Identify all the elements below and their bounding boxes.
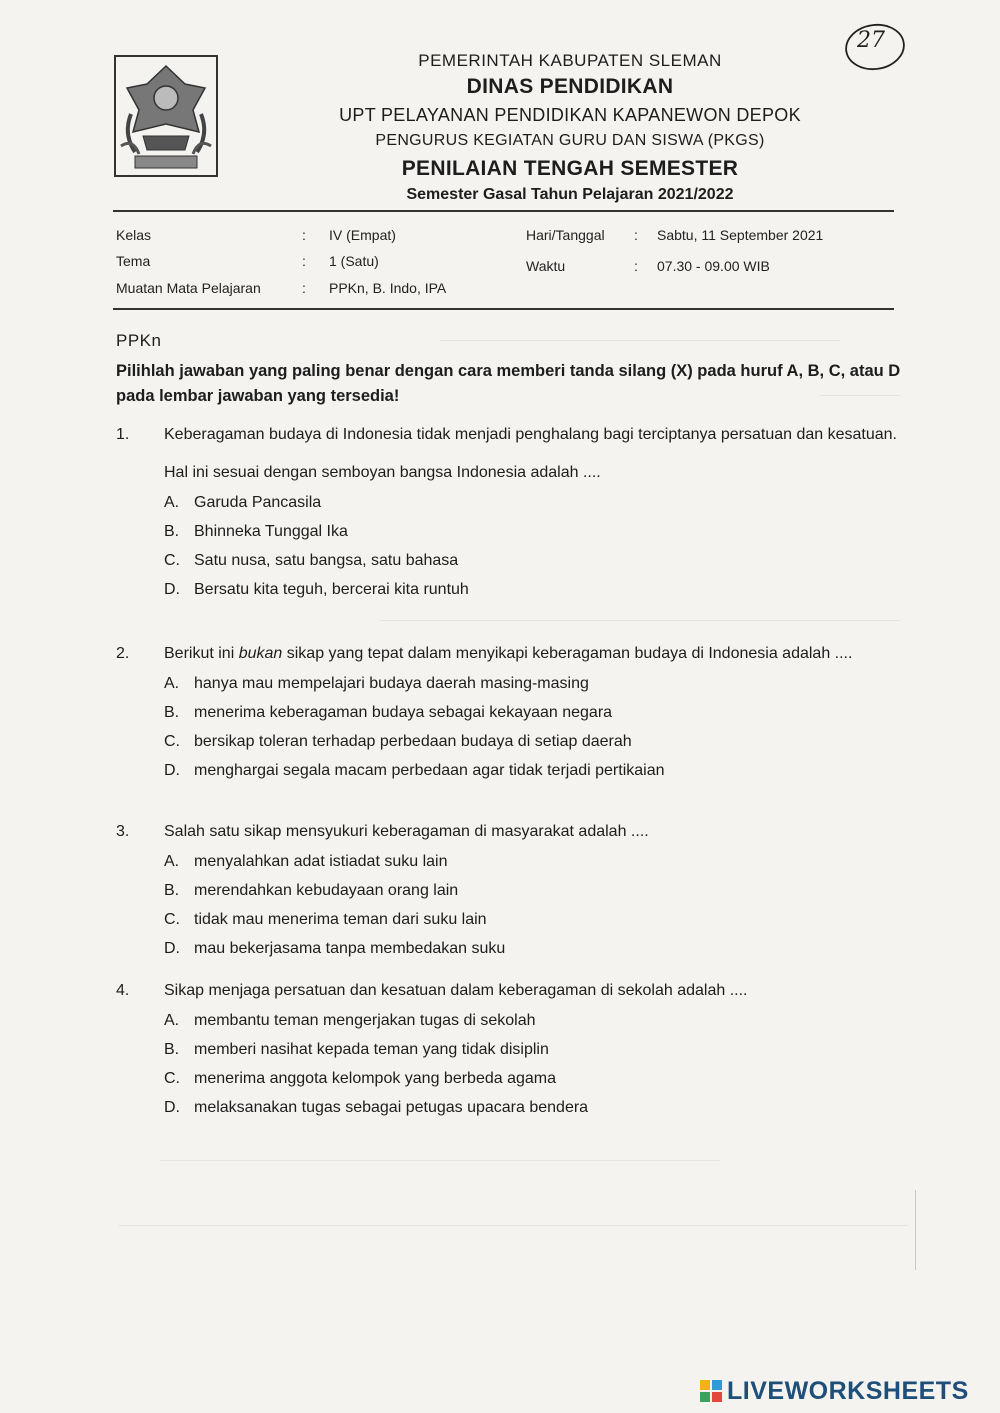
option-a[interactable] bbox=[164, 669, 902, 698]
option-text: memberi nasihat kepada teman yang tidak disiplin bbox=[194, 1041, 549, 1058]
option-text: membantu teman mengerjakan tugas di sekolah bbox=[194, 1012, 536, 1029]
option-text: menerima anggota kelompok yang berbeda agama bbox=[194, 1070, 557, 1087]
option-letter: D. bbox=[164, 940, 180, 957]
info-colon: : bbox=[634, 258, 638, 274]
bleed-through-line bbox=[915, 1190, 916, 1270]
option-b[interactable] bbox=[164, 517, 902, 546]
option-letter: A. bbox=[164, 853, 180, 870]
option-list bbox=[164, 847, 902, 963]
option-letter: D. bbox=[164, 581, 180, 598]
question-text: Salah satu sikap mensyukuri keberagaman di masyarakat adalah .... bbox=[164, 823, 649, 840]
question-text-part: sikap yang tepat dalam menyikapi keberagaman budaya di Indonesia adalah .... bbox=[282, 645, 853, 662]
info-colon: : bbox=[302, 227, 306, 243]
question-number: 3. bbox=[116, 823, 130, 840]
instruction-text: Pilihlah jawaban yang paling benar dengan cara memberi tanda silang (X) pada huruf A, B, C, atau D pada lembar jawaban yang tersedia! bbox=[116, 362, 901, 405]
watermark-text: LIVEWORKSHEETS bbox=[727, 1376, 969, 1405]
option-letter: C. bbox=[164, 911, 180, 928]
question-text: Sikap menjaga persatuan dan kesatuan dalam keberagaman di sekolah adalah .... bbox=[164, 982, 748, 999]
government-name: PEMERINTAH KABUPATEN SLEMAN bbox=[418, 51, 722, 70]
option-list bbox=[164, 1006, 902, 1122]
info-kelas-label: Kelas bbox=[116, 227, 152, 243]
option-letter: C. bbox=[164, 552, 180, 569]
option-letter: B. bbox=[164, 882, 180, 899]
option-letter: C. bbox=[164, 1070, 180, 1087]
upt-name: UPT PELAYANAN PENDIDIKAN KAPANEWON DEPOK bbox=[339, 105, 801, 125]
info-waktu-label: Waktu bbox=[526, 258, 566, 274]
option-letter: A. bbox=[164, 675, 180, 692]
option-c[interactable] bbox=[164, 727, 902, 756]
exam-semester: Semester Gasal Tahun Pelajaran 2021/2022 bbox=[406, 186, 734, 203]
option-letter: A. bbox=[164, 1012, 180, 1029]
question-text-part: Berikut ini bbox=[164, 645, 239, 662]
question-number: 4. bbox=[116, 982, 130, 999]
bleed-through-line bbox=[380, 620, 900, 621]
bleed-through-line bbox=[118, 1225, 908, 1226]
option-a[interactable] bbox=[164, 1006, 902, 1035]
question-text-emphasis: bukan bbox=[238, 645, 283, 662]
info-divider bbox=[113, 308, 894, 310]
liveworksheets-watermark bbox=[700, 1378, 969, 1404]
option-a[interactable] bbox=[164, 847, 902, 876]
option-d[interactable] bbox=[164, 1093, 902, 1122]
pkgs-name: PENGURUS KEGIATAN GURU DAN SISWA (PKGS) bbox=[375, 132, 765, 149]
question-text: Keberagaman budaya di Indonesia tidak menjadi penghalang bagi terciptanya persatuan dan kesatuan. bbox=[164, 426, 897, 443]
option-text: Bhinneka Tunggal Ika bbox=[194, 523, 348, 540]
option-d[interactable] bbox=[164, 756, 902, 785]
info-colon: : bbox=[302, 253, 306, 269]
option-d[interactable] bbox=[164, 934, 902, 963]
bleed-through-line bbox=[160, 1160, 720, 1161]
department-name: DINAS PENDIDIKAN bbox=[466, 75, 674, 98]
question-number: 2. bbox=[116, 645, 130, 662]
info-muatan-value: PPKn, B. Indo, IPA bbox=[329, 280, 447, 296]
option-list bbox=[164, 488, 902, 604]
info-waktu-value: 07.30 - 09.00 WIB bbox=[657, 258, 770, 274]
section-title: PPKn bbox=[116, 331, 162, 350]
option-d[interactable] bbox=[164, 575, 902, 604]
info-colon: : bbox=[634, 227, 638, 243]
option-letter: B. bbox=[164, 704, 180, 721]
question-text bbox=[164, 641, 902, 666]
option-a[interactable] bbox=[164, 488, 902, 517]
info-muatan-label: Muatan Mata Pelajaran bbox=[116, 280, 261, 296]
option-text: Bersatu kita teguh, bercerai kita runtuh bbox=[194, 581, 469, 598]
liveworksheets-logo-icon bbox=[700, 1380, 722, 1402]
bleed-through-line bbox=[440, 340, 840, 341]
option-b[interactable] bbox=[164, 876, 902, 905]
question-number: 1. bbox=[116, 426, 130, 443]
option-letter: C. bbox=[164, 733, 180, 750]
option-text: hanya mau mempelajari budaya daerah masing-masing bbox=[194, 675, 589, 692]
sleman-emblem-logo bbox=[113, 54, 219, 178]
letterhead bbox=[250, 50, 890, 203]
option-letter: B. bbox=[164, 523, 180, 540]
option-letter: D. bbox=[164, 762, 180, 779]
option-b[interactable] bbox=[164, 698, 902, 727]
info-tema-value: 1 (Satu) bbox=[329, 253, 379, 269]
header-divider bbox=[113, 210, 894, 212]
info-kelas-value: IV (Empat) bbox=[329, 227, 396, 243]
option-letter: B. bbox=[164, 1041, 180, 1058]
option-letter: D. bbox=[164, 1099, 180, 1116]
option-text: Satu nusa, satu bangsa, satu bahasa bbox=[194, 552, 459, 569]
option-text: merendahkan kebudayaan orang lain bbox=[194, 882, 459, 899]
option-text: mau bekerjasama tanpa membedakan suku bbox=[194, 940, 506, 957]
handwritten-page-number: 27 bbox=[857, 28, 885, 53]
info-hari-value: Sabtu, 11 September 2021 bbox=[657, 227, 824, 243]
option-text: Garuda Pancasila bbox=[194, 494, 322, 511]
option-c[interactable] bbox=[164, 546, 902, 575]
option-text: menerima keberagaman budaya sebagai kekayaan negara bbox=[194, 704, 613, 721]
option-letter: A. bbox=[164, 494, 180, 511]
option-text: bersikap toleran terhadap perbedaan budaya di setiap daerah bbox=[194, 733, 632, 750]
option-b[interactable] bbox=[164, 1035, 902, 1064]
question-subtext: Hal ini sesuai dengan semboyan bangsa Indonesia adalah .... bbox=[164, 464, 601, 481]
option-text: tidak mau menerima teman dari suku lain bbox=[194, 911, 487, 928]
info-hari-label: Hari/Tanggal bbox=[526, 227, 605, 243]
option-text: melaksanakan tugas sebagai petugas upacara bendera bbox=[194, 1099, 589, 1116]
option-c[interactable] bbox=[164, 1064, 902, 1093]
option-list bbox=[164, 669, 902, 785]
option-c[interactable] bbox=[164, 905, 902, 934]
exam-title: PENILAIAN TENGAH SEMESTER bbox=[401, 157, 739, 180]
info-tema-label: Tema bbox=[116, 253, 151, 269]
option-text: menyalahkan adat istiadat suku lain bbox=[194, 853, 448, 870]
info-colon: : bbox=[302, 280, 306, 296]
option-text: menghargai segala macam perbedaan agar tidak terjadi pertikaian bbox=[194, 762, 665, 779]
